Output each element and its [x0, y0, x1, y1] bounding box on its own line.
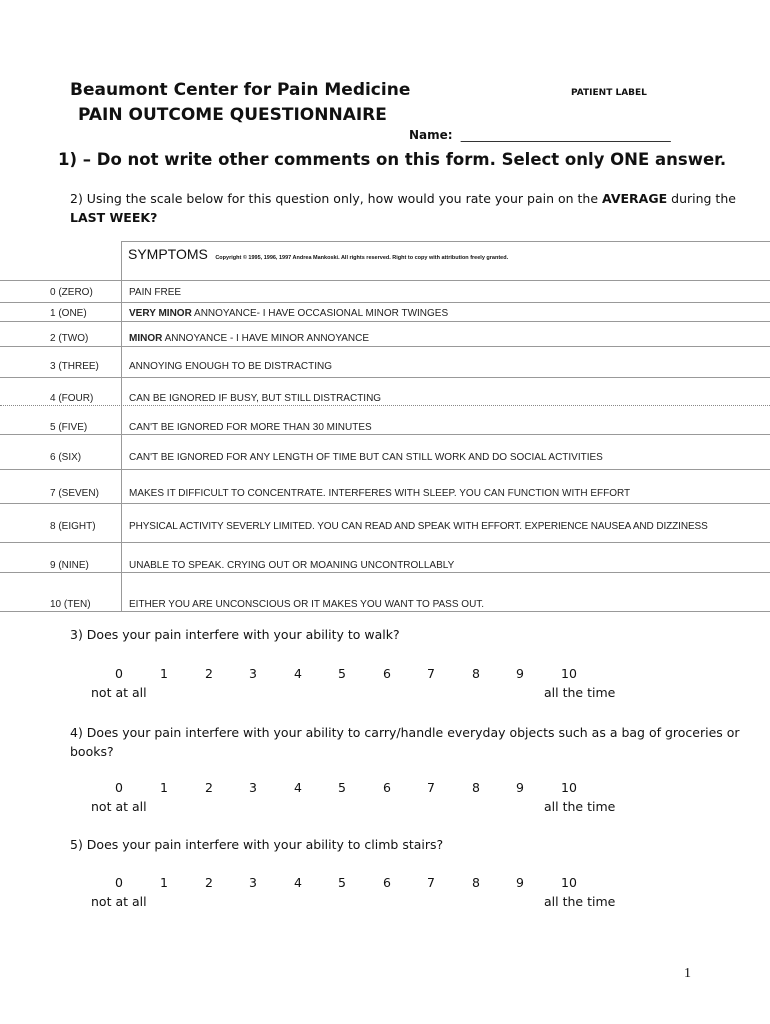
scale-option-0[interactable]: 0: [115, 875, 123, 890]
table-line: [0, 611, 770, 612]
copyright-note: Copyright © 1995, 1996, 1997 Andrea Mankoski. All rights reserved. Right to copy with attribution freely granted.: [215, 255, 509, 261]
symptom-text: CAN BE IGNORED IF BUSY, BUT STILL DISTRACTING: [129, 393, 382, 404]
table-line: [0, 572, 770, 573]
symptom-text: [129, 308, 448, 319]
question-3: 3) Does your pain interfere with your ability to walk?: [70, 627, 400, 642]
question-2: [70, 189, 760, 227]
scale-option-4[interactable]: 4: [294, 875, 302, 890]
scale-option-0[interactable]: 0: [115, 780, 123, 795]
scale-high-label: all the time: [544, 799, 616, 814]
table-line: [0, 280, 770, 281]
scale-low-label: not at all: [91, 799, 147, 814]
q2-text-post: during the: [667, 191, 736, 206]
scale-option-3[interactable]: 3: [249, 666, 257, 681]
table-line: [0, 377, 770, 378]
table-line: [0, 542, 770, 543]
scale-option-7[interactable]: 7: [427, 875, 435, 890]
table-line: [0, 469, 770, 470]
symptom-text: [129, 333, 369, 344]
scale-option-7[interactable]: 7: [427, 666, 435, 681]
scale-option-5[interactable]: 5: [338, 666, 346, 681]
symptom-rest: ANNOYANCE - I HAVE MINOR ANNOYANCE: [162, 333, 370, 344]
symptom-text: CAN'T BE IGNORED FOR ANY LENGTH OF TIME BUT CAN STILL WORK AND DO SOCIAL ACTIVITIES: [129, 452, 603, 463]
table-divider-vertical: [121, 241, 122, 612]
scale-option-1[interactable]: 1: [160, 666, 168, 681]
scale-option-4[interactable]: 4: [294, 666, 302, 681]
scale-option-3[interactable]: 3: [249, 875, 257, 890]
scale-option-7[interactable]: 7: [427, 780, 435, 795]
level-label: 2 (TWO): [50, 333, 89, 344]
table-line: [0, 503, 770, 504]
level-label: 4 (FOUR): [50, 393, 94, 404]
symptom-text: PHYSICAL ACTIVITY SEVERLY LIMITED. YOU CAN READ AND SPEAK WITH EFFORT. EXPERIENCE NAUSEA AND DIZZINESS: [129, 521, 708, 532]
symptoms-header: [128, 246, 508, 264]
scale-option-1[interactable]: 1: [160, 780, 168, 795]
rating-scale-q4: [0, 780, 770, 820]
q2-text-pre: 2) Using the scale below for this question only, how would you rate your pain on the: [70, 191, 603, 206]
scale-option-9[interactable]: 9: [516, 875, 524, 890]
scale-option-8[interactable]: 8: [472, 666, 480, 681]
scale-option-6[interactable]: 6: [383, 875, 391, 890]
symptom-bold: VERY MINOR: [129, 308, 192, 319]
q4-text-line2: books?: [70, 744, 114, 759]
symptom-text: EITHER YOU ARE UNCONSCIOUS OR IT MAKES YOU WANT TO PASS OUT.: [129, 599, 485, 610]
scale-option-6[interactable]: 6: [383, 666, 391, 681]
name-label: Name:: [409, 128, 453, 142]
scale-option-3[interactable]: 3: [249, 780, 257, 795]
scale-option-1[interactable]: 1: [160, 875, 168, 890]
symptom-rest: ANNOYANCE- I HAVE OCCASIONAL MINOR TWINGES: [191, 308, 449, 319]
level-label: 7 (SEVEN): [50, 488, 99, 499]
level-label: 9 (NINE): [50, 560, 89, 571]
q2-text-bold: AVERAGE: [602, 191, 668, 206]
scale-option-10[interactable]: 10: [561, 780, 577, 795]
symptom-text: UNABLE TO SPEAK. CRYING OUT OR MOANING UNCONTROLLABLY: [129, 560, 455, 571]
symptom-text: PAIN FREE: [129, 287, 182, 298]
scale-option-5[interactable]: 5: [338, 875, 346, 890]
table-line: [0, 434, 770, 435]
scale-option-10[interactable]: 10: [561, 666, 577, 681]
scale-option-8[interactable]: 8: [472, 875, 480, 890]
scale-option-0[interactable]: 0: [115, 666, 123, 681]
q4-text-line1: 4) Does your pain interfere with your ability to carry/handle everyday objects such as a bag of groceries or: [70, 725, 740, 740]
rating-scale-q3: [0, 666, 770, 706]
question-5: 5) Does your pain interfere with your ability to climb stairs?: [70, 837, 444, 852]
org-name: Beaumont Center for Pain Medicine: [70, 80, 411, 100]
patient-label: PATIENT LABEL: [571, 88, 647, 98]
level-label: 8 (EIGHT): [50, 521, 96, 532]
table-line: [0, 302, 770, 303]
scale-option-8[interactable]: 8: [472, 780, 480, 795]
scale-option-6[interactable]: 6: [383, 780, 391, 795]
scale-option-2[interactable]: 2: [205, 780, 213, 795]
scale-option-2[interactable]: 2: [205, 666, 213, 681]
symptom-text: MAKES IT DIFFICULT TO CONCENTRATE. INTERFERES WITH SLEEP. YOU CAN FUNCTION WITH EFFORT: [129, 488, 631, 499]
symptom-text: ANNOYING ENOUGH TO BE DISTRACTING: [129, 361, 332, 372]
level-label: 5 (FIVE): [50, 422, 88, 433]
level-label: 3 (THREE): [50, 361, 99, 372]
page-title: PAIN OUTCOME QUESTIONNAIRE: [78, 105, 387, 125]
scale-high-label: all the time: [544, 894, 616, 909]
table-line: [121, 241, 770, 242]
scale-option-5[interactable]: 5: [338, 780, 346, 795]
symptom-bold: MINOR: [129, 333, 163, 344]
table-line: [0, 405, 770, 406]
scale-low-label: not at all: [91, 894, 147, 909]
level-label: 10 (TEN): [50, 599, 91, 610]
level-label: 0 (ZERO): [50, 287, 93, 298]
q2-text-line2: LAST WEEK?: [70, 210, 158, 225]
name-field[interactable]: [409, 128, 671, 142]
level-label: 1 (ONE): [50, 308, 87, 319]
scale-option-9[interactable]: 9: [516, 780, 524, 795]
scale-option-10[interactable]: 10: [561, 875, 577, 890]
symptom-text: CAN'T BE IGNORED FOR MORE THAN 30 MINUTES: [129, 422, 372, 433]
name-line: ___________________________________: [460, 128, 671, 142]
symptoms-header-label: SYMPTOMS: [128, 246, 208, 262]
level-label: 6 (SIX): [50, 452, 82, 463]
scale-high-label: all the time: [544, 685, 616, 700]
scale-option-9[interactable]: 9: [516, 666, 524, 681]
instruction-heading: 1) – Do not write other comments on this form. Select only ONE answer.: [58, 150, 727, 169]
table-line: [0, 321, 770, 322]
scale-low-label: not at all: [91, 685, 147, 700]
rating-scale-q5: [0, 875, 770, 915]
scale-option-2[interactable]: 2: [205, 875, 213, 890]
table-line: [0, 346, 770, 347]
page-number: 1: [684, 966, 691, 981]
question-4: [70, 723, 740, 761]
scale-option-4[interactable]: 4: [294, 780, 302, 795]
